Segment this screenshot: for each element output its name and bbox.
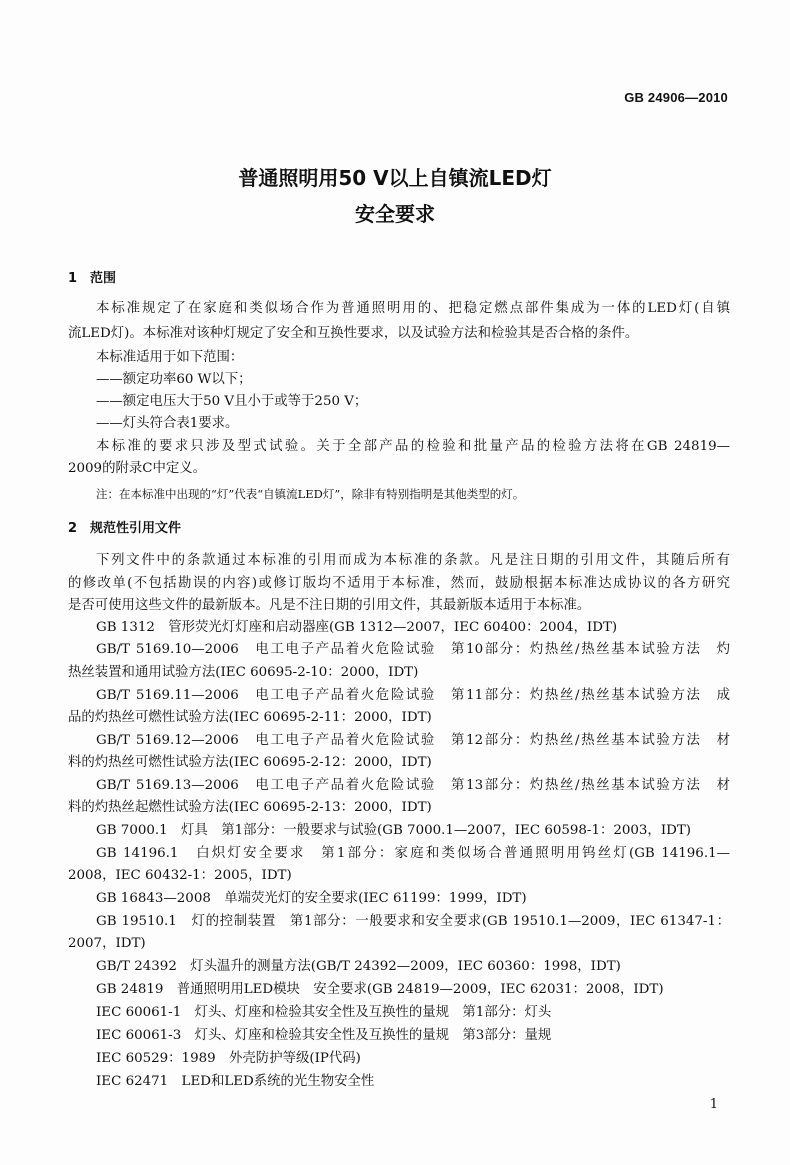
reference-entry: GB/T 5169.11—2006 电工电子产品着火危险试验 第11部分：灼热丝/热丝基本试验方法 成 bbox=[96, 688, 730, 703]
paragraph-line: 本标准的要求只涉及型式试验。关于全部产品的检验和批量产品的检验方法将在GB 24819— bbox=[96, 439, 730, 454]
reference-entry: IEC 60061-1 灯头、灯座和检验其安全性及互换性的量规 第1部分：灯头 bbox=[96, 1005, 552, 1020]
list-item: ——额定电压大于50 V且小于或等于250 V； bbox=[96, 394, 368, 409]
paragraph-line: 本标准规定了在家庭和类似场合作为普通照明用的、把稳定燃点部件集成为一体的LED灯(自镇 bbox=[96, 301, 730, 316]
standard-number: GB 24906—2010 bbox=[624, 90, 728, 105]
document-subtitle: 安全要求 bbox=[355, 202, 435, 226]
reference-entry: IEC 60529：1989 外壳防护等级(IP代码) bbox=[96, 1051, 361, 1066]
note: 注：在本标准中出现的“灯”代表“自镇流LED灯”，除非有特别指明是其他类型的灯。 bbox=[96, 487, 525, 501]
reference-entry: GB 24819 普通照明用LED模块 安全要求(GB 24819—2009，IEC 62031：2008，IDT) bbox=[96, 982, 664, 997]
section-title: 规范性引用文件 bbox=[90, 521, 182, 536]
paragraph-line: 流LED灯)。本标准对该种灯规定了安全和互换性要求，以及试验方法和检验其是否合格的条件。 bbox=[68, 326, 639, 341]
paragraph-line: 的修改单(不包括勘误的内容)或修订版均不适用于本标准，然而，鼓励根据本标准达成协议的各方研究 bbox=[68, 576, 730, 591]
reference-entry: GB/T 5169.13—2006 电工电子产品着火危险试验 第13部分：灼热丝/热丝基本试验方法 材 bbox=[96, 778, 730, 793]
reference-entry-cont: 料的灼热丝起燃性试验方法(IEC 60695-2-13：2000，IDT) bbox=[68, 800, 432, 815]
document-title: 普通照明用50 V以上自镇流LED灯 bbox=[238, 166, 552, 190]
paragraph-line: 下列文件中的条款通过本标准的引用而成为本标准的条款。凡是注日期的引用文件，其随后所有 bbox=[96, 553, 730, 568]
reference-entry: GB/T 5169.12—2006 电工电子产品着火危险试验 第12部分：灼热丝/热丝基本试验方法 材 bbox=[96, 733, 730, 748]
reference-entry: GB 1312 管形荧光灯灯座和启动器座(GB 1312—2007，IEC 60400：2004，IDT) bbox=[96, 620, 618, 635]
section-number: 2 bbox=[68, 521, 78, 536]
reference-entry-cont: 热丝装置和通用试验方法(IEC 60695-2-10：2000，IDT) bbox=[68, 665, 419, 680]
paragraph-line: 本标准适用于如下范围： bbox=[96, 350, 244, 365]
list-item: ——灯头符合表1要求。 bbox=[96, 416, 239, 431]
reference-entry: IEC 60061-3 灯头、灯座和检验其安全性及互换性的量规 第3部分：量规 bbox=[96, 1028, 552, 1043]
section-1-heading bbox=[68, 267, 116, 286]
paragraph-line: 是否可使用这些文件的最新版本。凡是不注日期的引用文件，其最新版本适用于本标准。 bbox=[68, 598, 591, 613]
reference-entry: GB 14196.1 白炽灯安全要求 第1部分：家庭和类似场合普通照明用钨丝灯(GB 14196.1— bbox=[96, 846, 730, 861]
reference-entry-cont: 品的灼热丝可燃性试验方法(IEC 60695-2-11：2000，IDT) bbox=[68, 710, 432, 725]
reference-entry: IEC 62471 LED和LED系统的光生物安全性 bbox=[96, 1074, 375, 1089]
reference-entry-cont: 2008，IEC 60432-1：2005，IDT) bbox=[68, 868, 292, 883]
reference-entry: GB 19510.1 灯的控制装置 第1部分：一般要求和安全要求(GB 19510.1—2009，IEC 61347-1： bbox=[96, 914, 730, 929]
reference-entry: GB 16843—2008 单端荧光灯的安全要求(IEC 61199：1999，IDT) bbox=[96, 891, 527, 906]
paragraph-line: 2009的附录C中定义。 bbox=[68, 461, 207, 476]
section-title: 范围 bbox=[90, 271, 117, 286]
page-number: 1 bbox=[709, 1097, 718, 1112]
section-2-heading bbox=[68, 517, 181, 536]
section-number: 1 bbox=[68, 271, 78, 286]
reference-entry: GB/T 24392 灯头温升的测量方法(GB/T 24392—2009，IEC 60360：1998，IDT) bbox=[96, 959, 621, 974]
reference-entry: GB 7000.1 灯具 第1部分：一般要求与试验(GB 7000.1—2007，IEC 60598-1：2003，IDT) bbox=[96, 823, 692, 838]
reference-entry: GB/T 5169.10—2006 电工电子产品着火危险试验 第10部分：灼热丝/热丝基本试验方法 灼 bbox=[96, 642, 730, 657]
list-item: ——额定功率60 W以下； bbox=[96, 372, 252, 387]
reference-entry-cont: 料的灼热丝可燃性试验方法(IEC 60695-2-12：2000，IDT) bbox=[68, 755, 432, 770]
reference-entry-cont: 2007，IDT) bbox=[68, 936, 146, 951]
